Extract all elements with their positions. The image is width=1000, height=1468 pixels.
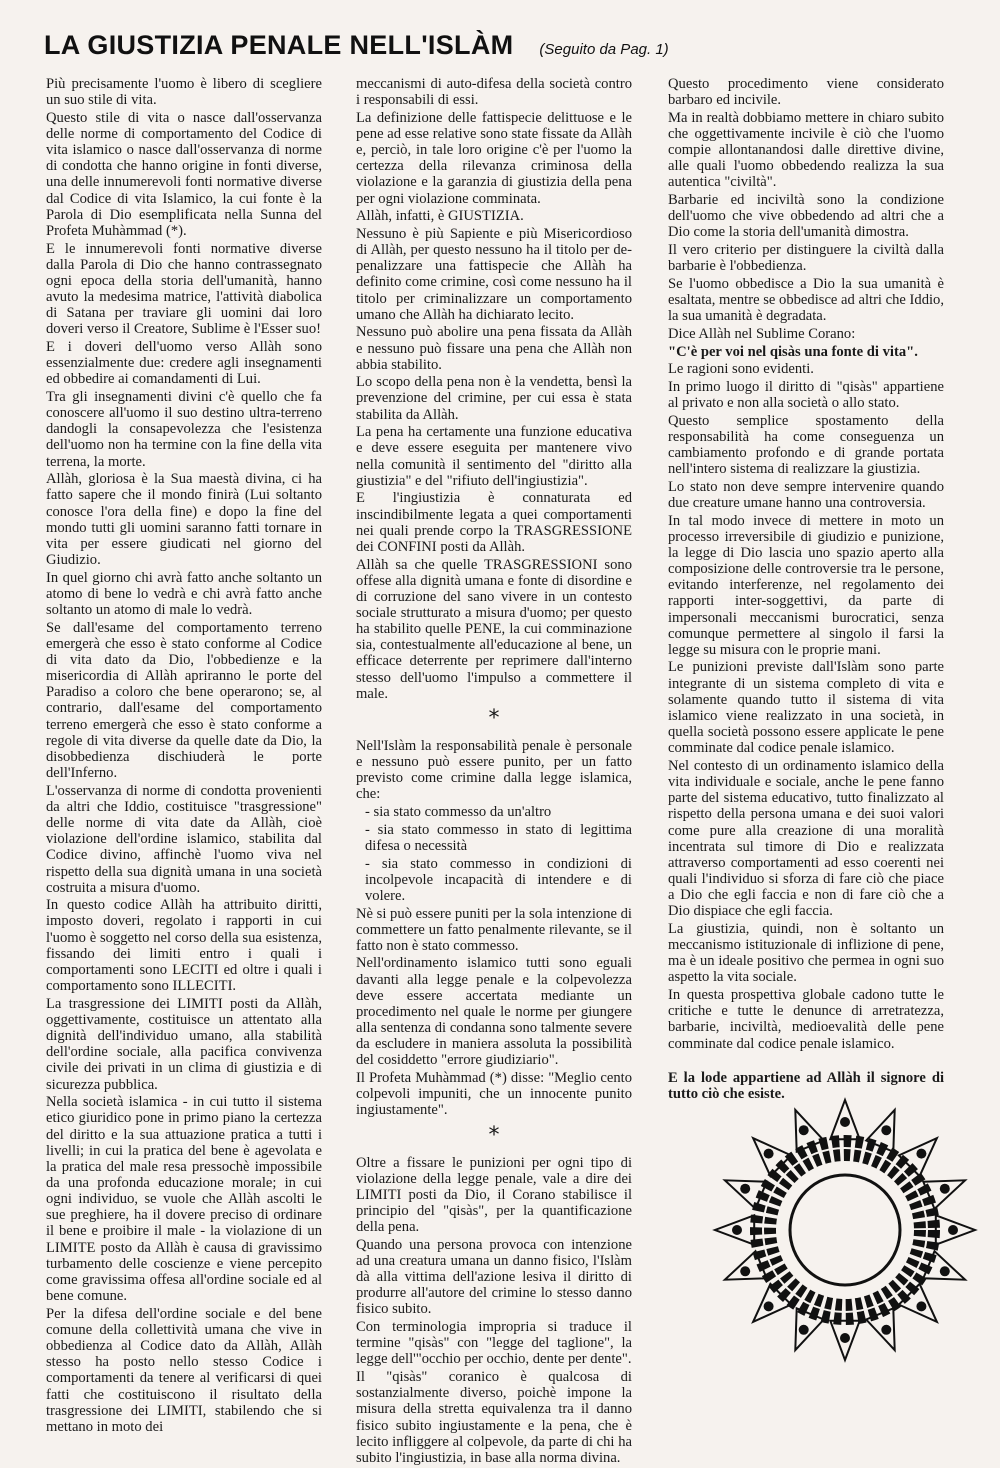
paragraph: Ma in realtà dobbiamo mettere in chiaro subito che oggettivamente incivile è ciò che l'uomo compie allontanandosi dalle direttive divine, alle quali l'uomo obbedendo realizza la sua autentica "civiltà".	[668, 109, 944, 191]
paragraph: Il Profeta Muhàmmad (*) disse: "Meglio cento colpevoli impuniti, che un innocente punito ingiustamente".	[356, 1070, 632, 1119]
ornament-dot	[764, 1149, 774, 1159]
paragraph: La trasgressione dei LIMITI posti da Allàh, oggettivamente, costituisce un attentato alla dignità dell'individuo umano, alla stabilità dell'ordine sociale, alla pacifica convivenza civile dei privati in un clima di giustizia e di sicurezza pubblica.	[46, 995, 322, 1093]
paragraph: Il vero criterio per distinguere la civiltà dalla barbarie è l'obbedienza.	[668, 242, 944, 275]
paragraph: La definizione delle fattispecie delittuose e le pene ad esse relative sono state fissate da Allàh e, perciò, in tale loro origine c'è per l'uomo la certezza della rilevanza criminosa della violazione e la garanzia di giustizia della pena per ogni violazione comminata.	[356, 109, 632, 207]
closing-line: E la lode appartiene ad Allàh il signore di tutto ciò che esiste.	[668, 1069, 944, 1102]
paragraph: Le ragioni sono evidenti.	[668, 361, 814, 378]
list-item: - sia stato commesso da un'altro	[365, 804, 552, 821]
paragraph: Questo procedimento viene considerato barbaro ed incivile.	[668, 76, 944, 109]
paragraph: Questo stile di vita o nasce dall'osservanza delle norme di comportamento del Codice di vita islamico o nasce dall'osservanza di norme di condotta che hanno origine in fonti diverse, una delle innumerevoli fonti normative diverse dal Codice di vita Islamico, la cui fonte è la Parola di Dio esemplificata nella Sunna del Profeta Muhàmmad (*).	[46, 109, 322, 239]
paragraph: Allàh, gloriosa è la Sua maestà divina, ci ha fatto sapere che il mondo finirà (Lui soltanto conosce l'ora della fine) e dopo la fine del mondo tutti gli uomini saranno fatti tornare in vita per essere giudicati nel giorno del Giudizio.	[46, 471, 322, 569]
list-item: - sia stato commesso in condizioni di incolpevole incapacità di intendere e di volere.	[365, 855, 632, 904]
paragraph: In quel giorno chi avrà fatto anche soltanto un atomo di bene lo vedrà e chi avrà fatto anche soltanto un atomo di male lo vedrà.	[46, 569, 322, 618]
ornament-dot	[799, 1125, 809, 1135]
list-item: - sia stato commesso in stato di legittima difesa o necessità	[365, 821, 632, 854]
paragraph: In primo luogo il diritto di "qisàs" appartiene al privato e non alla società o allo stato.	[668, 378, 944, 411]
ornament-dot	[840, 1333, 850, 1343]
paragraph: Per la difesa dell'ordine sociale e del bene comune della collettività umana che vive in obbedienza al Codice dato da Allàh, Allàh stesso ha posto nello stesso Codice i comportamenti da tenere al verificarsi di quei fatti che costituiscono il risultato della trasgressione dei LIMITI, stabilendo che si mettano in moto dei	[46, 1305, 322, 1435]
column-3	[668, 76, 944, 1104]
paragraph: Oltre a fissare le punizioni per ogni tipo di violazione della legge penale, vale a dire dei LIMITI posti da Dio, il Corano stabilisce il principio del "qisàs", per la quantificazione della pena.	[356, 1154, 632, 1236]
ornament-center	[790, 1175, 900, 1285]
paragraph: Nella società islamica - in cui tutto il sistema etico giuridico pone in primo piano la certezza del diritto e la sua attuazione pratica a tutti i livelli; in cui la pratica del bene è agevolata e la pratica del male resa pressochè impossibile da una profonda educazione morale; in cui ogni individuo, se vuole che Allàh ascolti le sue preghiere, ha il dovere preciso di ordinare il bene e proibire il male - la violazione di un LIMITE posto da Allàh è causa di gravissimo turbamento delle coscienze e viene percepito come gravissima offesa all'ordine sociale ed al bene comune.	[46, 1094, 322, 1305]
ornament-dot	[740, 1184, 750, 1194]
paragraph: Le punizioni previste dall'Islàm sono parte integrante di un sistema completo di vita e solamente quando tutto il sistema di vita islamico viene realizzato in una società, in quella società possono essere applicate le pene comminate dal codice penale islamico.	[668, 659, 944, 757]
paragraph: L'osservanza di norme di condotta provenienti da altri che Iddio, costituisce "trasgressione" delle norme di vita date da Allàh, cioè violazione dell'ordine islamico, stabilita dal Codice divino, affinchè l'uomo viva nel rispetto della sua dignità umana in una società costruita a misura d'uomo.	[46, 782, 322, 896]
paragraph: Nè si può essere puniti per la sola intenzione di commettere un fatto penalmente rilevante, se il fatto non è stato commesso.	[356, 905, 632, 954]
paragraph: E le innumerevoli fonti normative diverse dalla Parola di Dio che hanno contrassegnato ogni epoca della storia dell'umanità, hanno avuto la medesima matrice, l'attività diabolica di Satana per traviare gli uomini dai loro doveri verso il Creatore, Sublime è l'Esser suo!	[46, 240, 322, 338]
section-separator: *	[488, 705, 500, 731]
paragraph: Il "qisàs" coranico è qualcosa di sostanzialmente diverso, poichè impone la misura della stretta equivalenza tra il danno fisico subito ingiustamente e la pena, che è lecito infliggere al colpevole, da parte di chi ha subito l'ingiustizia, in base alla norma divina.	[356, 1369, 632, 1466]
ornament-dot	[764, 1301, 774, 1311]
ornament-dot	[948, 1225, 958, 1235]
paragraph: La giustizia, quindi, non è soltanto un meccanismo istituzionale di inflizione di pene, ma è un ideale positivo che permea in ogni suo aspetto la vita sociale.	[668, 920, 944, 986]
paragraph: In questa prospettiva globale cadono tutte le critiche e tutte le denunce di arretratezza, barbarie, inciviltà, medioevalità delle pene comminate dal codice penale islamico.	[668, 987, 944, 1052]
paragraph: Questo semplice spostamento della responsabilità ha come conseguenza un cambiamento profondo e di grande portata nell'intero sistema di realizzare la giustizia.	[668, 412, 944, 478]
paragraph: E i doveri dell'uomo verso Allàh sono essenzialmente due: credere agli insegnamenti ed obbedire ai comandamenti di Lui.	[46, 339, 322, 388]
continued-note: (Seguito da Pag. 1)	[539, 41, 669, 58]
ornament-dot	[732, 1225, 742, 1235]
paragraph: In questo codice Allàh ha attribuito diritti, imposto doveri, regolato i rapporti in cui l'uomo è soggetto nel corso della sua esistenza, fissando dei limiti entro i quali i comportamenti sono LECITI ed oltre i quali i comportamento sono ILLECITI.	[46, 897, 322, 995]
ornament-dot	[940, 1266, 950, 1276]
paragraph: Barbarie ed inciviltà sono la condizione dell'uomo che vive obbedendo ad altri che a Dio come la storia dell'umanità dimostra.	[668, 192, 944, 241]
ornament-dot	[840, 1117, 850, 1127]
column-2	[356, 76, 632, 1468]
paragraph: Se l'uomo obbedisce a Dio la sua umanità è esaltata, mentre se obbedisce ad altri che Iddio, la sua umanità è degradata.	[668, 275, 944, 325]
paragraph: meccanismi di auto-difesa della società contro i responsabili di essi.	[356, 76, 632, 109]
article-title: LA GIUSTIZIA PENALE NELL'ISLÀM	[44, 30, 514, 60]
column-1	[46, 76, 322, 1436]
paragraph: E l'ingiustizia è connaturata ed inscindibilmente legata a quei comportamenti nei quali prende corpo la TRASGRESSIONE dei CONFINI posti da Allàh.	[356, 490, 632, 555]
knot-star-ornament-icon	[710, 1095, 980, 1365]
paragraph: Nell'ordinamento islamico tutti sono eguali davanti alla legge penale e la colpevolezza deve essere accertata mediante un procedimento nel quale le norme per giungere alla sentenza di condanna sono talmente severe da escludere in maniera assoluta la possibilità del cosiddetto "errore giudiziario".	[356, 955, 632, 1069]
quran-quote: "C'è per voi nel qisàs una fonte di vita".	[668, 343, 918, 360]
paragraph: Con terminologia impropria si traduce il termine "qisàs" con "legge del taglione", la legge dell'"occhio per occhio, dente per dente".	[356, 1319, 632, 1368]
section-separator: *	[488, 1122, 500, 1148]
ornament-dot	[881, 1325, 891, 1335]
ornament-dot	[881, 1125, 891, 1135]
paragraph: Quando una persona provoca con intenzione ad una creatura umana un danno fisico, l'Islàm dà alla vittima dell'azione lesiva il diritto di produrre all'autore del crimine lo stesso danno fisico subito.	[356, 1236, 632, 1318]
paragraph: Tra gli insegnamenti divini c'è quello che fa conoscere all'uomo il suo destino ultra-terreno dandogli la consapevolezza che l'esistenza dell'uomo non ha termine con la fine della vita terrena, la morte.	[46, 388, 322, 470]
paragraph: Nell'Islàm la responsabilità penale è personale e nessuno può essere punito, per un fatto previsto come crimine dalla legge islamica, che:	[356, 737, 632, 803]
article-header	[44, 30, 970, 70]
ornament-dot	[916, 1149, 926, 1159]
ornament-dot	[740, 1266, 750, 1276]
paragraph: Più precisamente l'uomo è libero di scegliere un suo stile di vita.	[46, 76, 322, 109]
paragraph: Se dall'esame del comportamento terreno emergerà che esso è stato conforme al Codice di vita dato da Dio, l'obbedienze e la misericordia di Allàh apriranno le porte del Paradiso a coloro che bene operarono; se, al contrario, dall'esame del comportamento terreno emergerà che esso è stato conforme a regole di vita diverse da quelle date da Dio, la disobbedienza dischiuderà le porte dell'Inferno.	[46, 619, 322, 782]
paragraph: Allàh, infatti, è GIUSTIZIA.	[356, 208, 524, 225]
paragraph: Dice Allàh nel Sublime Corano:	[668, 325, 856, 342]
paragraph: La pena ha certamente una funzione educativa e deve essere eseguita per mantenere vivo nella comunità il sentimento del "diritto alla giustizia" e del "rifiuto dell'ingiustizia".	[356, 424, 632, 489]
ornament-dot	[799, 1325, 809, 1335]
ornament-dot	[940, 1184, 950, 1194]
paragraph: Nel contesto di un ordinamento islamico della vita individuale e sociale, anche le pene fanno parte del sistema educativo, tutto finalizzato al rispetto della persona umana e dei suoi valori come pure alla creazione di una moralità incentrata sul timore di Dio e realizzata attraverso comportamenti ad esso coerenti nei quali l'individuo si sforza di fare ciò che piace a Dio che egli faccia e non di fare ciò che a Dio dispiace che egli faccia.	[668, 757, 944, 920]
paragraph: Lo stato non deve sempre intervenire quando due creature umane hanno una controversia.	[668, 478, 944, 511]
paragraph: Nessuno è più Sapiente e più Misericordioso di Allàh, per questo nessuno ha il titolo per de-penalizzare una fattispecie che Allàh ha definito come crimine, così come nessuno ha il titolo per criminalizzare un comportamento umano che Allàh ha dichiarato lecito.	[356, 225, 632, 323]
paragraph: Nessuno può abolire una pena fissata da Allàh e nessuno può fissare una pena che Allàh non abbia stabilito.	[356, 324, 632, 373]
paragraph: Allàh sa che quelle TRASGRESSIONI sono offese alla dignità umana e fonte di disordine e di corruzione del sano vivere in un contesto sociale strutturato a misura d'uomo; per questo ha stabilito quelle PENE, la cui comminazione sia, contestualmente all'educazione al bene, un efficace deterrente per reprimere dall'interno stesso dell'uomo l'impulso a commettere il male.	[356, 556, 632, 702]
paragraph: Lo scopo della pena non è la vendetta, bensì la prevenzione del crimine, per cui essa è stata stabilita da Allàh.	[356, 374, 632, 423]
paragraph: In tal modo invece di mettere in moto un processo irreversibile di giudizio e punizione, la legge di Dio lascia uno spazio aperto alla composizione delle controversie tra le persone, evitando interferenze, nel regolamento dei rapporti inter-soggettivi, da parte di impersonali meccanismi burocratici, senza comunque permettere al singolo il farsi la legge su misura con le proprie mani.	[668, 512, 944, 658]
ornament-dot	[916, 1301, 926, 1311]
